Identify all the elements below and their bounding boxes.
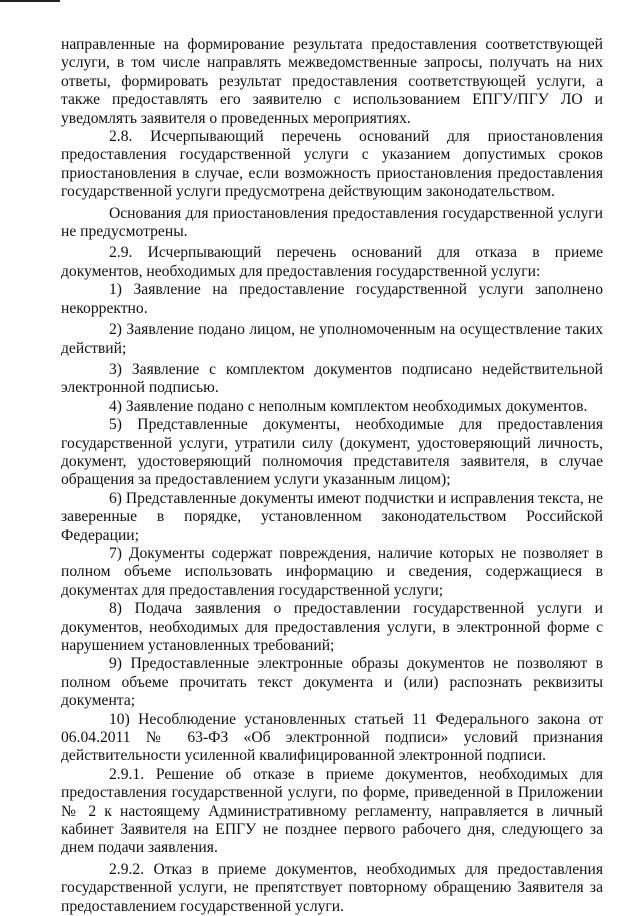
- scan-edge-mark: [0, 0, 60, 2]
- list-item-1: 1) Заявление на предоставление государственной услуги заполнено некорректно.: [61, 281, 603, 317]
- paragraph-2-9-2: 2.9.2. Отказ в приеме документов, необходимых для предоставления государственной услуги, не препятствует повторному обращению Заявителя за предоставлением государственной услуги.: [61, 860, 603, 915]
- paragraph-suspension-none: Основания для приостановления предоставления государственной услуги не предусмотрены.: [61, 204, 603, 241]
- list-item-7: 7) Документы содержат повреждения, наличие которых не позволяет в полном объеме использовать информацию и сведения, содержащиеся в документах для предоставления государственной услуги;: [61, 544, 603, 599]
- list-item-8: 8) Подача заявления о предоставлении государственной услуги и документов, необходимых для предоставления услуги, в электронной форме с нарушением установленных требований;: [61, 600, 603, 654]
- list-item-5: 5) Представленные документы, необходимые для предоставления государственной услуги, утратили силу (документ, удостоверяющий личность, документ, удостоверяющий полномочия представителя заявителя, в случае обращения за предоставлением услуги указанным лицом);: [61, 416, 603, 489]
- list-item-10: 10) Несоблюдение установленных статьей 11 Федерального закона от 06.04.2011 № 63-ФЗ «Об электронной подписи» условий признания действительности усиленной квалифицированной электронной подписи.: [61, 710, 603, 765]
- list-item-3: 3) Заявление с комплектом документов подписано недействительной электронной подписью.: [61, 360, 603, 397]
- document-page: [61, 36, 603, 916]
- list-item-2: 2) Заявление подано лицом, не уполномоченным на осуществление таких действий;: [61, 321, 603, 357]
- paragraph-2-8: 2.8. Исчерпывающий перечень оснований для приостановления предоставления государственной услуги с указанием допустимых сроков приостановления в случае, если возможность приостановления предоставления государственной услуги предусмотрена действующим законодательством.: [61, 128, 603, 201]
- paragraph-2-9-1: 2.9.1. Решение об отказе в приеме документов, необходимых для предоставления государственной услуги, по форме, приведенной в Приложении № 2 к настоящему Административному регламенту, направляется в личный кабинет Заявителя на ЕПГУ не позднее первого рабочего дня, следующего за днем подачи заявления.: [61, 765, 603, 857]
- list-item-6: 6) Представленные документы имеют подчистки и исправления текста, не заверенные в порядке, установленном законодательством Российской Федерации;: [61, 489, 603, 544]
- paragraph-continuation: направленные на формирование результата предоставления соответствующей услуги, в том числе направлять межведомственные запросы, получать на них ответы, формировать результат предоставления соответствующей услуги, а также предоставлять его заявителю с использованием ЕПГУ/ПГУ ЛО и уведомлять заявителя о проведенных мероприятиях.: [61, 36, 603, 127]
- paragraph-2-9: 2.9. Исчерпывающий перечень оснований для отказа в приеме документов, необходимых для предоставления государственной услуги:: [61, 244, 603, 280]
- list-item-9: 9) Предоставленные электронные образы документов не позволяют в полном объеме прочитать текст документа и (или) распознать реквизиты документа;: [61, 655, 603, 710]
- list-item-4: 4) Заявление подано с неполным комплектом необходимых документов.: [109, 397, 588, 415]
